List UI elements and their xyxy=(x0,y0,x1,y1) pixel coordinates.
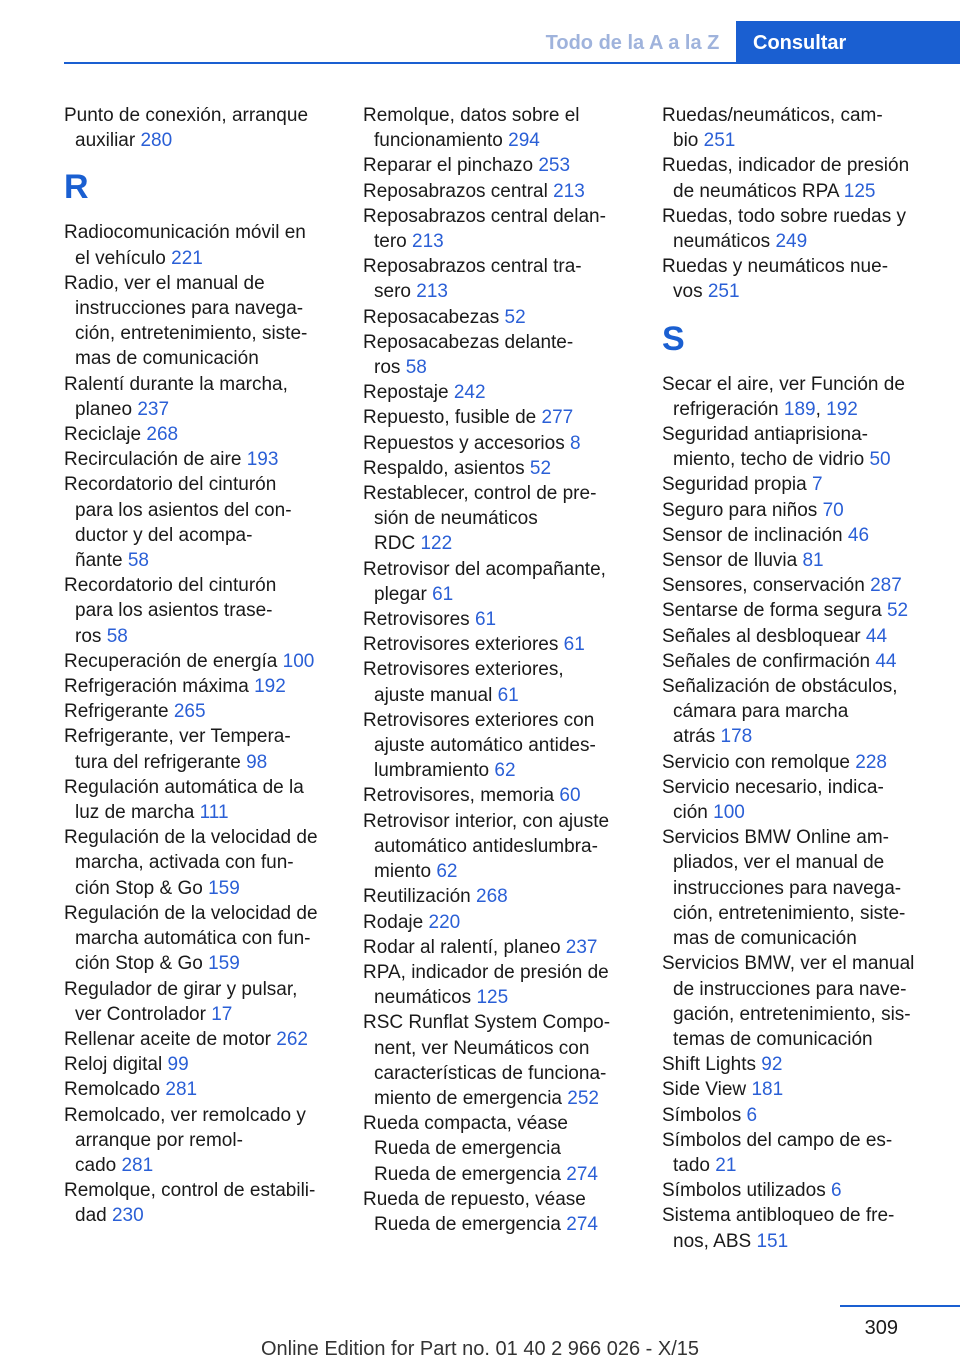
index-letter-heading: S xyxy=(662,319,685,358)
page-link[interactable]: 213 xyxy=(553,180,585,202)
page-link[interactable]: 251 xyxy=(707,281,740,303)
index-entry-text: Sistema antibloqueo de fre‐ nos, ABS xyxy=(662,1205,895,1252)
index-entry xyxy=(363,1010,631,1111)
index-entry-text: Reposacabezas xyxy=(363,306,500,328)
page-link[interactable]: 213 xyxy=(412,231,444,253)
page-link[interactable]: 193 xyxy=(246,449,279,471)
index-entry xyxy=(64,271,332,372)
page-link[interactable]: 122 xyxy=(420,533,453,555)
index-entry-text: Señalización de obstáculos, cámara para marcha atrás xyxy=(662,676,898,748)
index-entry-text: Recordatorio del cinturón para los asientos trase‐ ros xyxy=(64,575,277,647)
page-link[interactable]: 61 xyxy=(497,684,519,706)
index-entry-text: Radio, ver el manual de instrucciones para navega‐ ción, entretenimiento, siste‐ mas de comunicación xyxy=(64,272,308,370)
page-link[interactable]: 192 xyxy=(254,676,286,698)
index-entry-text: Remolque, control de estabili‐ dad xyxy=(64,1180,316,1227)
page-link[interactable]: 287 xyxy=(870,575,902,597)
index-column-2 xyxy=(363,103,631,1237)
index-entry-text: Regulación de la velocidad de marcha, activada con fun‐ ción Stop & Go xyxy=(64,827,318,899)
page-link[interactable]: 70 xyxy=(822,499,844,521)
index-entry-text: Ruedas/neumáticos, cam‐ bio xyxy=(662,105,883,152)
index-entry-text: Ruedas, todo sobre ruedas y neumáticos xyxy=(662,205,906,253)
page-link[interactable]: 58 xyxy=(405,357,427,379)
index-entry-text: Retrovisor del acompañante, plegar xyxy=(363,558,606,605)
index-entry xyxy=(363,910,631,935)
index-entry xyxy=(64,699,332,724)
page-link[interactable]: 251 xyxy=(703,130,736,152)
page-link[interactable]: 61 xyxy=(432,583,454,605)
index-entry xyxy=(662,624,930,649)
index-entry xyxy=(662,153,930,203)
index-entry xyxy=(363,204,631,254)
page-link[interactable]: 274 xyxy=(566,1163,598,1185)
index-entry-text: Sensor de inclinación xyxy=(662,524,843,546)
index-entry xyxy=(662,1052,930,1077)
index-entry xyxy=(363,783,631,808)
index-entry-text: Seguro para niños xyxy=(662,499,818,521)
page-link[interactable]: 237 xyxy=(565,936,598,958)
index-entry-text: Refrigeración máxima xyxy=(64,676,249,698)
index-entry-text: Remolque, datos sobre el funcionamiento xyxy=(363,105,580,152)
index-entry-text: Secar el aire, ver Función de refrigeración xyxy=(662,373,905,420)
index-entry-text: Repuesto, fusible de xyxy=(363,407,537,429)
index-entry xyxy=(662,204,930,254)
page-link[interactable]: 62 xyxy=(436,861,458,883)
page-link[interactable]: 237 xyxy=(137,398,170,420)
page-link[interactable]: 98 xyxy=(246,751,268,773)
page-link[interactable]: 99 xyxy=(167,1054,189,1076)
index-entry xyxy=(662,750,930,775)
page-link[interactable]: 252 xyxy=(567,1087,599,1109)
index-entry-text: Regulación de la velocidad de marcha automática con fun‐ ción Stop & Go xyxy=(64,902,318,975)
index-entry xyxy=(662,1103,930,1128)
page-link[interactable]: 6 xyxy=(746,1104,758,1126)
page-link[interactable]: 253 xyxy=(538,155,571,177)
index-entry-text: Señales al desbloquear xyxy=(662,625,861,647)
index-entry xyxy=(662,1128,930,1178)
index-entry xyxy=(64,1027,332,1052)
page-link[interactable]: 17 xyxy=(211,1003,233,1025)
index-entry xyxy=(363,405,631,430)
index-column-1 xyxy=(64,103,332,1229)
index-entry-text: Símbolos utilizados xyxy=(662,1180,826,1202)
index-entry xyxy=(662,523,930,548)
page-link[interactable]: 220 xyxy=(428,911,461,933)
index-entry-text: Servicio con remolque xyxy=(662,751,850,773)
page-separator: , xyxy=(815,398,821,420)
page-link[interactable]: 151 xyxy=(756,1230,789,1252)
page-link[interactable]: 281 xyxy=(121,1154,154,1176)
index-entry-text: Retrovisores exteriores xyxy=(363,634,559,656)
index-entry xyxy=(64,901,332,977)
index-column-3 xyxy=(662,103,930,1254)
page-link[interactable]: 46 xyxy=(847,524,870,546)
page-link[interactable]: 7 xyxy=(812,474,823,496)
page-link[interactable]: 242 xyxy=(453,382,486,404)
index-entry xyxy=(662,775,930,825)
index-entry xyxy=(662,674,930,750)
index-entry xyxy=(662,649,930,674)
page-link[interactable]: 8 xyxy=(570,432,581,454)
index-entry-text: Recirculación de aire xyxy=(64,449,242,471)
index-letter-heading: R xyxy=(64,168,89,207)
index-entry xyxy=(363,960,631,1010)
index-entry-text: Rueda compacta, véase Rueda de emergencia Rueda de emergencia xyxy=(363,1113,568,1185)
index-entry-text: Regulación automática de la luz de marcha xyxy=(64,776,304,824)
page-link[interactable]: 58 xyxy=(127,550,149,572)
index-entry-text: Repuestos y accesorios xyxy=(363,432,565,454)
index-entry-text: Retrovisores exteriores, ajuste manual xyxy=(363,659,564,706)
index-entry xyxy=(363,1111,631,1187)
page-link[interactable]: 100 xyxy=(713,802,745,824)
index-entry xyxy=(363,431,631,456)
index-entry xyxy=(64,103,332,153)
page-link[interactable]: 62 xyxy=(494,760,516,782)
index-entry xyxy=(363,935,631,960)
index-entry xyxy=(363,380,631,405)
index-entry-text: Ruedas y neumáticos nue‐ vos xyxy=(662,256,889,303)
page-link[interactable]: 61 xyxy=(563,634,585,656)
index-entry-text: Remolcado, ver remolcado y arranque por remol‐ cado xyxy=(64,1104,306,1176)
page-link[interactable]: 6 xyxy=(830,1180,842,1202)
index-entry xyxy=(363,657,631,707)
index-entry-text: Servicios BMW, ver el manual de instrucciones para nave‐ gación, entretenimiento, sis‐ temas de comunicación xyxy=(662,953,915,1050)
index-entry xyxy=(64,372,332,422)
tab-consultar[interactable]: Consultar xyxy=(736,21,960,63)
index-entry-text: Refrigerante xyxy=(64,701,169,723)
index-entry-text: Reloj digital xyxy=(64,1054,163,1076)
index-entry-text: Seguridad propia xyxy=(662,474,807,496)
index-entry-text: Rellenar aceite de motor xyxy=(64,1028,271,1050)
page-link[interactable]: 230 xyxy=(111,1205,144,1227)
index-entry xyxy=(64,825,332,901)
index-entry-text: Radiocomunicación móvil en el vehículo xyxy=(64,222,306,269)
page-link[interactable]: 213 xyxy=(416,281,448,303)
index-entry-text: Reposabrazos central delan‐ tero xyxy=(363,205,606,253)
index-entry xyxy=(363,254,631,304)
footer-rule xyxy=(840,1305,960,1307)
page-link[interactable]: 192 xyxy=(826,398,858,420)
index-entry xyxy=(64,1052,332,1077)
index-entry xyxy=(64,649,332,674)
index-entry-text: Repostaje xyxy=(363,382,449,404)
index-entry xyxy=(662,1077,930,1102)
page-link[interactable]: 181 xyxy=(751,1079,784,1101)
index-entry-text: Sensor de lluvia xyxy=(662,550,798,572)
page-link[interactable]: 100 xyxy=(282,650,315,672)
index-entry xyxy=(662,951,930,1052)
page-link[interactable]: 125 xyxy=(843,180,876,202)
index-entry-text: Remolcado xyxy=(64,1079,161,1101)
index-entry-text: Servicio necesario, indica‐ ción xyxy=(662,776,884,824)
index-entry-text: Shift Lights xyxy=(662,1054,756,1076)
index-entry-text: Refrigerante, ver Tempera‐ tura del refrigerante xyxy=(64,726,291,773)
index-entry-text: Sensores, conservación xyxy=(662,575,865,597)
index-entry-text: Reciclaje xyxy=(64,424,142,446)
index-entry xyxy=(64,977,332,1027)
page-link[interactable]: 125 xyxy=(476,987,509,1009)
page-link[interactable]: 189 xyxy=(783,398,816,420)
index-entry-text: Rodar al ralentí, planeo xyxy=(363,936,561,958)
index-entry-text: Ralentí durante la marcha, planeo xyxy=(64,373,288,420)
index-entry xyxy=(363,884,631,909)
index-entry-text: Retrovisores, memoria xyxy=(363,785,555,807)
index-entry xyxy=(662,372,930,422)
index-entry-text: RSC Runflat System Compo‐ nent, ver Neumáticos con características de funciona‐ miento de emergencia xyxy=(363,1012,611,1109)
page-link[interactable]: 178 xyxy=(720,726,753,748)
page-link[interactable]: 52 xyxy=(504,306,526,328)
page-link[interactable]: 61 xyxy=(474,609,497,631)
page-link[interactable]: 228 xyxy=(855,751,887,773)
index-entry xyxy=(662,573,930,598)
page-link[interactable]: 52 xyxy=(529,457,552,479)
index-entry xyxy=(64,472,332,573)
index-entry xyxy=(363,456,631,481)
index-entry-text: Seguridad antiaprisiona‐ miento, techo de vidrio xyxy=(662,424,868,471)
index-entry xyxy=(662,498,930,523)
index-entry-text: RPA, indicador de presión de neumáticos xyxy=(363,961,609,1009)
index-entry xyxy=(363,809,631,885)
page-link[interactable]: 262 xyxy=(276,1028,308,1050)
page-link[interactable]: 268 xyxy=(146,424,179,446)
edition-footer: Online Edition for Part no. 01 40 2 966 026 - X/15 xyxy=(260,1338,700,1360)
index-entry-text: Rodaje xyxy=(363,911,424,933)
page-link[interactable]: 44 xyxy=(865,625,888,647)
page-link[interactable]: 159 xyxy=(208,953,240,975)
index-entry xyxy=(363,305,631,330)
index-entry-text: Reposabrazos central xyxy=(363,180,548,202)
section-title: Todo de la A a la Z xyxy=(545,32,720,54)
page-link[interactable]: 281 xyxy=(165,1079,198,1101)
index-entry xyxy=(363,153,631,178)
page-link[interactable]: 92 xyxy=(761,1054,783,1076)
page-link[interactable]: 249 xyxy=(775,231,808,253)
index-entry xyxy=(64,1103,332,1179)
page-link[interactable]: 294 xyxy=(508,130,540,152)
index-entry xyxy=(363,607,631,632)
index-entry xyxy=(64,724,332,774)
page-link[interactable]: 52 xyxy=(886,600,909,622)
page-link[interactable]: 277 xyxy=(541,407,574,429)
index-entry xyxy=(662,254,930,304)
index-entry xyxy=(64,674,332,699)
index-entry-text: Símbolos xyxy=(662,1104,742,1126)
index-entry-text: Servicios BMW Online am‐ pliados, ver el manual de instrucciones para navega‐ ción, entretenimiento, siste‐ mas de comunicación xyxy=(662,827,906,950)
index-entry xyxy=(662,598,930,623)
page-link[interactable]: 159 xyxy=(208,877,240,899)
index-entry xyxy=(64,775,332,825)
index-entry-text: Reposabrazos central tra‐ sero xyxy=(363,256,582,303)
index-entry xyxy=(363,632,631,657)
page-link[interactable]: 58 xyxy=(106,625,128,647)
index-entry xyxy=(662,548,930,573)
page-link[interactable]: 44 xyxy=(875,650,897,672)
index-entry-text: Respaldo, asientos xyxy=(363,457,525,479)
index-entry xyxy=(363,179,631,204)
index-entry-text: Señales de confirmación xyxy=(662,650,871,672)
index-entry xyxy=(363,481,631,557)
index-entry-text: Reparar el pinchazo xyxy=(363,155,534,177)
index-entry-text: Ruedas, indicador de presión de neumáticos RPA xyxy=(662,155,910,202)
index-entry-text: Recuperación de energía xyxy=(64,650,278,672)
index-entry xyxy=(64,1077,332,1102)
page-link[interactable]: 221 xyxy=(171,247,203,269)
index-entry-text: Símbolos del campo de es‐ tado xyxy=(662,1129,893,1176)
index-entry xyxy=(662,1203,930,1253)
index-entry-text: Retrovisor interior, con ajuste automático antideslumbra‐ miento xyxy=(363,810,610,883)
index-entry xyxy=(64,1178,332,1228)
index-entry xyxy=(64,220,332,270)
index-entry-text: Rueda de repuesto, véase Rueda de emergencia xyxy=(363,1188,586,1235)
page-link[interactable]: 268 xyxy=(476,886,508,908)
page-link[interactable]: 111 xyxy=(199,802,229,824)
index-entry xyxy=(662,422,930,472)
page-link[interactable]: 265 xyxy=(173,701,206,723)
index-entry xyxy=(363,103,631,153)
index-entry xyxy=(662,825,930,951)
index-entry xyxy=(662,472,930,497)
index-entry-text: Reposacabezas delante‐ ros xyxy=(363,331,574,379)
index-entry xyxy=(363,557,631,607)
index-entry-text: Restablecer, control de pre‐ sión de neumáticos RDC xyxy=(363,483,597,555)
index-entry xyxy=(64,573,332,649)
index-entry xyxy=(64,422,332,447)
page-link[interactable]: 21 xyxy=(715,1154,737,1176)
index-entry-text: Retrovisores xyxy=(363,609,470,631)
index-entry-text: Punto de conexión, arranque auxiliar xyxy=(64,105,309,152)
index-entry-text: Recordatorio del cinturón para los asientos del con‐ ductor y del acompa‐ ñante xyxy=(64,474,292,572)
index-entry xyxy=(363,708,631,784)
index-entry xyxy=(662,103,930,153)
index-entry xyxy=(363,330,631,380)
index-entry-text: Side View xyxy=(662,1079,747,1101)
index-entry xyxy=(64,447,332,472)
index-entry-text: Retrovisores exteriores con ajuste automático antides‐ lumbramiento xyxy=(363,709,596,782)
index-entry-text: Reutilización xyxy=(363,886,471,908)
index-entry-text: Regulador de girar y pulsar, ver Controlador xyxy=(64,978,298,1025)
page-link[interactable]: 50 xyxy=(869,449,891,471)
page-link[interactable]: 81 xyxy=(802,550,824,572)
index-entry xyxy=(662,1178,930,1203)
index-entry xyxy=(363,1187,631,1237)
page-link[interactable]: 60 xyxy=(559,785,581,807)
page-number: 309 xyxy=(864,1317,898,1339)
page-link[interactable]: 274 xyxy=(566,1213,598,1235)
page-link[interactable]: 280 xyxy=(140,130,173,152)
index-entry-text: Sentarse de forma segura xyxy=(662,600,882,622)
